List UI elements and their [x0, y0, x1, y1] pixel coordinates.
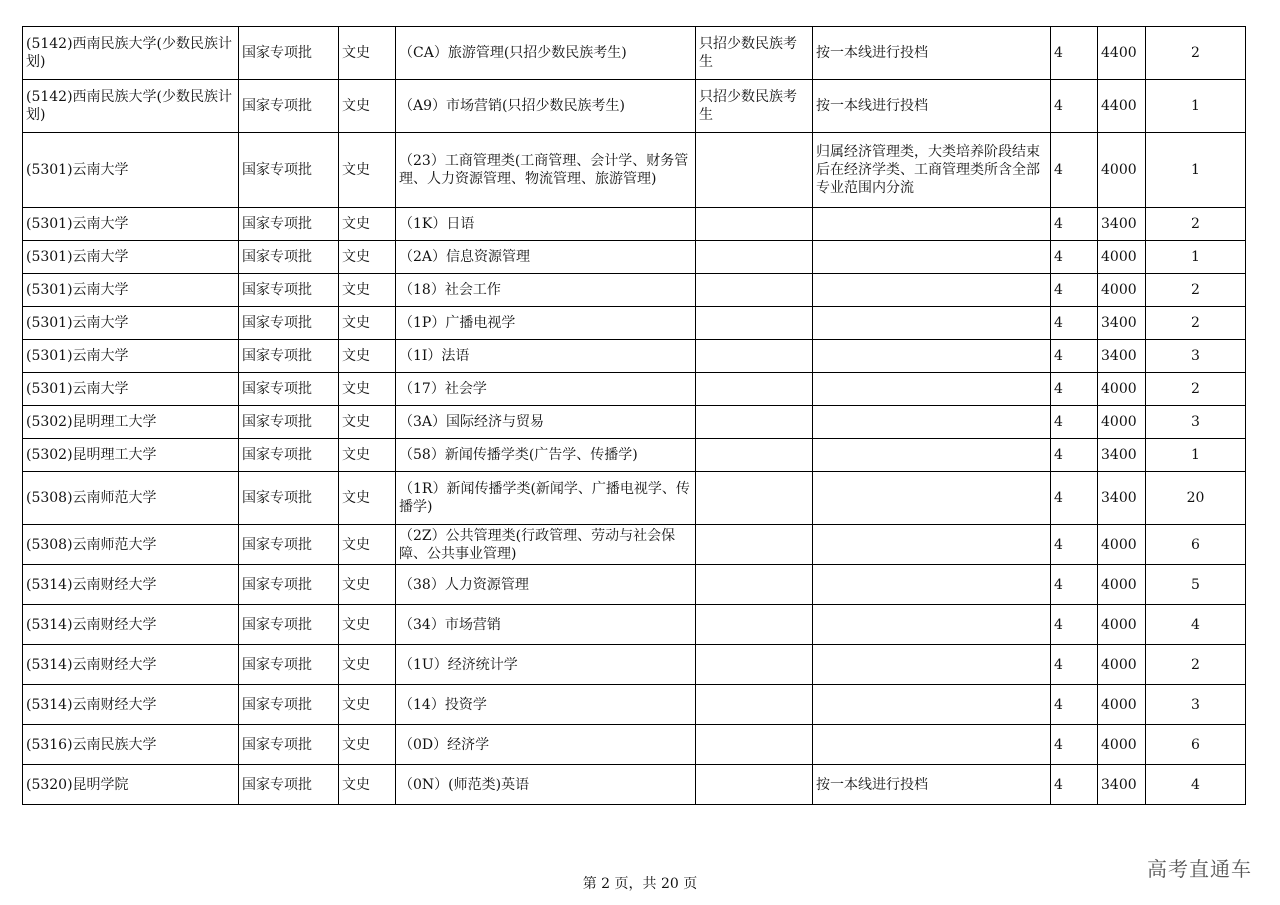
cell-req	[696, 241, 813, 274]
cell-batch: 国家专项批	[239, 80, 339, 133]
cell-years: 4	[1051, 645, 1098, 685]
cell-school: (5301)云南大学	[23, 133, 239, 208]
cell-fee: 4000	[1098, 406, 1146, 439]
cell-school: (5302)昆明理工大学	[23, 439, 239, 472]
cell-batch: 国家专项批	[239, 133, 339, 208]
cell-fee: 4000	[1098, 274, 1146, 307]
table-row	[23, 241, 1246, 274]
cell-major: （58）新闻传播学类(广告学、传播学)	[396, 439, 696, 472]
cell-note	[813, 685, 1051, 725]
cell-fee: 4000	[1098, 725, 1146, 765]
cell-subject: 文史	[339, 340, 396, 373]
cell-years: 4	[1051, 373, 1098, 406]
cell-fee: 4000	[1098, 565, 1146, 605]
cell-note	[813, 406, 1051, 439]
cell-plan: 1	[1146, 241, 1246, 274]
cell-req	[696, 439, 813, 472]
cell-fee: 3400	[1098, 439, 1146, 472]
cell-fee: 4000	[1098, 373, 1146, 406]
cell-req	[696, 685, 813, 725]
cell-school: (5301)云南大学	[23, 208, 239, 241]
cell-subject: 文史	[339, 605, 396, 645]
cell-subject: 文史	[339, 565, 396, 605]
cell-major: （2A）信息资源管理	[396, 241, 696, 274]
cell-req	[696, 340, 813, 373]
cell-note: 按一本线进行投档	[813, 27, 1051, 80]
cell-plan: 3	[1146, 340, 1246, 373]
cell-school: (5316)云南民族大学	[23, 725, 239, 765]
cell-batch: 国家专项批	[239, 274, 339, 307]
cell-plan: 4	[1146, 605, 1246, 645]
cell-batch: 国家专项批	[239, 340, 339, 373]
table-row	[23, 27, 1246, 80]
cell-fee: 4000	[1098, 645, 1146, 685]
cell-plan: 3	[1146, 685, 1246, 725]
cell-note	[813, 605, 1051, 645]
cell-school: (5301)云南大学	[23, 307, 239, 340]
cell-years: 4	[1051, 605, 1098, 645]
cell-batch: 国家专项批	[239, 725, 339, 765]
table-row	[23, 605, 1246, 645]
cell-plan: 2	[1146, 27, 1246, 80]
cell-req	[696, 472, 813, 525]
cell-fee: 4000	[1098, 605, 1146, 645]
cell-major: （2Z）公共管理类(行政管理、劳动与社会保障、公共事业管理)	[396, 525, 696, 565]
cell-years: 4	[1051, 685, 1098, 725]
cell-note	[813, 373, 1051, 406]
cell-note: 按一本线进行投档	[813, 80, 1051, 133]
cell-subject: 文史	[339, 373, 396, 406]
cell-major: （0D）经济学	[396, 725, 696, 765]
cell-subject: 文史	[339, 27, 396, 80]
cell-major: （A9）市场营销(只招少数民族考生)	[396, 80, 696, 133]
cell-subject: 文史	[339, 274, 396, 307]
cell-plan: 2	[1146, 645, 1246, 685]
cell-school: (5314)云南财经大学	[23, 685, 239, 725]
cell-batch: 国家专项批	[239, 645, 339, 685]
cell-school: (5142)西南民族大学(少数民族计划)	[23, 27, 239, 80]
cell-subject: 文史	[339, 80, 396, 133]
cell-plan: 20	[1146, 472, 1246, 525]
cell-major: （23）工商管理类(工商管理、会计学、财务管理、人力资源管理、物流管理、旅游管理)	[396, 133, 696, 208]
cell-school: (5314)云南财经大学	[23, 645, 239, 685]
cell-years: 4	[1051, 340, 1098, 373]
cell-major: （34）市场营销	[396, 605, 696, 645]
cell-years: 4	[1051, 565, 1098, 605]
cell-subject: 文史	[339, 307, 396, 340]
cell-major: （18）社会工作	[396, 274, 696, 307]
cell-req	[696, 525, 813, 565]
table-row	[23, 439, 1246, 472]
cell-major: （1U）经济统计学	[396, 645, 696, 685]
cell-note: 按一本线进行投档	[813, 765, 1051, 805]
cell-years: 4	[1051, 765, 1098, 805]
cell-subject: 文史	[339, 472, 396, 525]
cell-req	[696, 406, 813, 439]
cell-note	[813, 307, 1051, 340]
page-number: 第 2 页，共 20 页	[582, 876, 698, 892]
cell-fee: 3400	[1098, 765, 1146, 805]
table-row	[23, 565, 1246, 605]
cell-plan: 6	[1146, 725, 1246, 765]
cell-note	[813, 565, 1051, 605]
cell-req	[696, 133, 813, 208]
cell-school: (5308)云南师范大学	[23, 472, 239, 525]
cell-batch: 国家专项批	[239, 472, 339, 525]
cell-plan: 6	[1146, 525, 1246, 565]
cell-school: (5301)云南大学	[23, 241, 239, 274]
table-row	[23, 765, 1246, 805]
cell-subject: 文史	[339, 645, 396, 685]
cell-batch: 国家专项批	[239, 208, 339, 241]
cell-years: 4	[1051, 472, 1098, 525]
cell-batch: 国家专项批	[239, 241, 339, 274]
cell-school: (5302)昆明理工大学	[23, 406, 239, 439]
cell-years: 4	[1051, 406, 1098, 439]
cell-fee: 4000	[1098, 685, 1146, 725]
cell-subject: 文史	[339, 525, 396, 565]
cell-school: (5314)云南财经大学	[23, 605, 239, 645]
cell-years: 4	[1051, 241, 1098, 274]
cell-school: (5301)云南大学	[23, 274, 239, 307]
cell-major: （1K）日语	[396, 208, 696, 241]
cell-req	[696, 208, 813, 241]
cell-plan: 1	[1146, 133, 1246, 208]
cell-school: (5301)云南大学	[23, 340, 239, 373]
cell-subject: 文史	[339, 725, 396, 765]
table-row	[23, 274, 1246, 307]
cell-years: 4	[1051, 307, 1098, 340]
table-row	[23, 80, 1246, 133]
cell-years: 4	[1051, 274, 1098, 307]
cell-batch: 国家专项批	[239, 307, 339, 340]
cell-note	[813, 340, 1051, 373]
table-row	[23, 472, 1246, 525]
cell-school: (5301)云南大学	[23, 373, 239, 406]
table-row	[23, 725, 1246, 765]
table-row	[23, 307, 1246, 340]
cell-batch: 国家专项批	[239, 439, 339, 472]
cell-school: (5308)云南师范大学	[23, 525, 239, 565]
cell-plan: 2	[1146, 307, 1246, 340]
cell-plan: 2	[1146, 373, 1246, 406]
cell-req	[696, 725, 813, 765]
cell-plan: 3	[1146, 406, 1246, 439]
table-row	[23, 685, 1246, 725]
cell-batch: 国家专项批	[239, 685, 339, 725]
cell-req	[696, 274, 813, 307]
cell-fee: 4000	[1098, 525, 1146, 565]
cell-fee: 3400	[1098, 472, 1146, 525]
cell-years: 4	[1051, 133, 1098, 208]
cell-subject: 文史	[339, 406, 396, 439]
cell-major: （3A）国际经济与贸易	[396, 406, 696, 439]
cell-major: （14）投资学	[396, 685, 696, 725]
table-row	[23, 373, 1246, 406]
cell-batch: 国家专项批	[239, 373, 339, 406]
cell-req	[696, 645, 813, 685]
cell-years: 4	[1051, 27, 1098, 80]
table-row	[23, 406, 1246, 439]
cell-fee: 3400	[1098, 307, 1146, 340]
cell-plan: 2	[1146, 208, 1246, 241]
cell-fee: 4400	[1098, 27, 1146, 80]
cell-years: 4	[1051, 208, 1098, 241]
cell-note	[813, 208, 1051, 241]
cell-note	[813, 525, 1051, 565]
cell-major: （1I）法语	[396, 340, 696, 373]
cell-req	[696, 605, 813, 645]
page-footer	[0, 873, 1280, 893]
cell-plan: 5	[1146, 565, 1246, 605]
cell-years: 4	[1051, 439, 1098, 472]
watermark: 高考直通车	[1147, 857, 1252, 881]
cell-req	[696, 565, 813, 605]
cell-batch: 国家专项批	[239, 605, 339, 645]
table-row	[23, 340, 1246, 373]
cell-fee: 4000	[1098, 133, 1146, 208]
cell-fee: 3400	[1098, 340, 1146, 373]
cell-years: 4	[1051, 725, 1098, 765]
cell-req	[696, 373, 813, 406]
cell-major: （1P）广播电视学	[396, 307, 696, 340]
cell-note	[813, 439, 1051, 472]
table-row	[23, 133, 1246, 208]
cell-plan: 1	[1146, 439, 1246, 472]
cell-major: （CA）旅游管理(只招少数民族考生)	[396, 27, 696, 80]
cell-major: （38）人力资源管理	[396, 565, 696, 605]
cell-school: (5314)云南财经大学	[23, 565, 239, 605]
cell-fee: 3400	[1098, 208, 1146, 241]
cell-note	[813, 472, 1051, 525]
cell-plan: 1	[1146, 80, 1246, 133]
cell-note	[813, 725, 1051, 765]
cell-plan: 4	[1146, 765, 1246, 805]
cell-batch: 国家专项批	[239, 27, 339, 80]
cell-subject: 文史	[339, 685, 396, 725]
cell-req: 只招少数民族考生	[696, 80, 813, 133]
cell-batch: 国家专项批	[239, 525, 339, 565]
cell-years: 4	[1051, 525, 1098, 565]
cell-major: （0N）(师范类)英语	[396, 765, 696, 805]
cell-major: （17）社会学	[396, 373, 696, 406]
cell-batch: 国家专项批	[239, 406, 339, 439]
cell-subject: 文史	[339, 439, 396, 472]
cell-note: 归属经济管理类，大类培养阶段结束后在经济学类、工商管理类所含全部专业范围内分流	[813, 133, 1051, 208]
cell-subject: 文史	[339, 133, 396, 208]
cell-years: 4	[1051, 80, 1098, 133]
cell-note	[813, 241, 1051, 274]
cell-major: （1R）新闻传播学类(新闻学、广播电视学、传播学)	[396, 472, 696, 525]
cell-note	[813, 645, 1051, 685]
table-row	[23, 525, 1246, 565]
cell-batch: 国家专项批	[239, 565, 339, 605]
cell-subject: 文史	[339, 241, 396, 274]
enrollment-table	[22, 26, 1246, 805]
cell-fee: 4000	[1098, 241, 1146, 274]
cell-batch: 国家专项批	[239, 765, 339, 805]
table-row	[23, 645, 1246, 685]
cell-subject: 文史	[339, 765, 396, 805]
cell-req: 只招少数民族考生	[696, 27, 813, 80]
cell-req	[696, 307, 813, 340]
cell-req	[696, 765, 813, 805]
cell-plan: 2	[1146, 274, 1246, 307]
table-row	[23, 208, 1246, 241]
cell-school: (5142)西南民族大学(少数民族计划)	[23, 80, 239, 133]
cell-school: (5320)昆明学院	[23, 765, 239, 805]
cell-fee: 4400	[1098, 80, 1146, 133]
cell-subject: 文史	[339, 208, 396, 241]
cell-note	[813, 274, 1051, 307]
